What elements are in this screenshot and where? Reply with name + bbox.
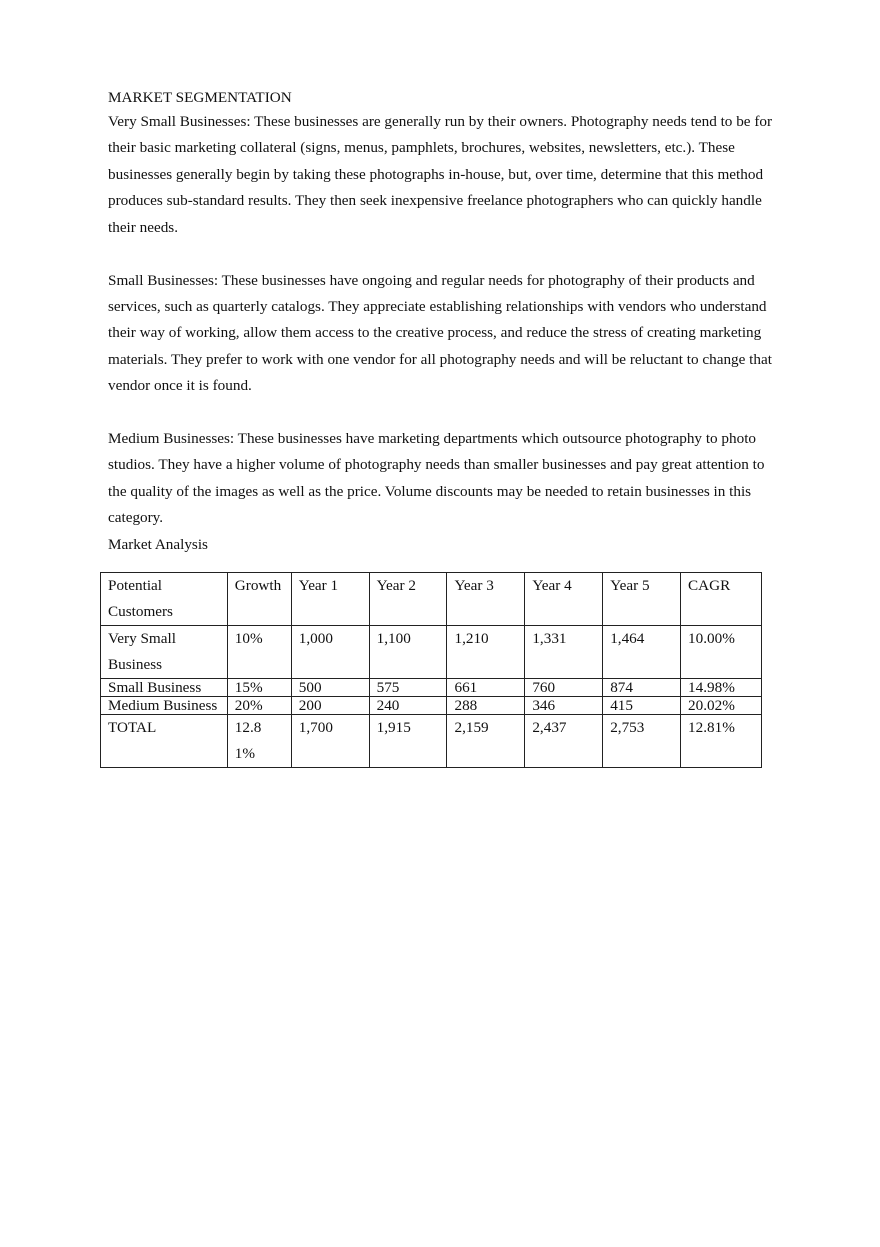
paragraph-medium-businesses: Medium Businesses: These businesses have marketing departments which outsource photography to photo studios. They have a higher volume of photography needs than smaller businesses and pay great attention to the quality of the images as well as the price. Volume discounts may be needed to retain businesses in this category. [108, 430, 765, 527]
paragraph-very-small-businesses: Very Small Businesses: These businesses are generally run by their owners. Photography needs tend to be for their basic marketing collateral (signs, menus, pamphlets, brochures, websites, newsletters, etc.). These businesses generally begin by taking these photographs in-house, but, over time, determine that this method produces sub-standard results. They then seek inexpensive freelance photographers who can quickly handle their needs. [108, 113, 773, 236]
table-cell: 1,915 [369, 715, 447, 768]
table-cell: 1,700 [291, 715, 369, 768]
table-header-row [101, 573, 762, 626]
table-cell: 12.81% [681, 715, 762, 768]
table-title: Market Analysis [108, 535, 208, 553]
table-cell: 760 [525, 679, 603, 697]
table-cell: 1,000 [291, 626, 369, 679]
table-cell: 1,464 [603, 626, 681, 679]
table-cell: 575 [369, 679, 447, 697]
table-cell: Medium Business [101, 697, 228, 715]
table-cell: 240 [369, 697, 447, 715]
table-cell: 2,753 [603, 715, 681, 768]
table-cell: 346 [525, 697, 603, 715]
market-analysis-table [100, 572, 762, 768]
table-cell: 1,210 [447, 626, 525, 679]
table-cell: 1,331 [525, 626, 603, 679]
table-cell: 20% [227, 697, 291, 715]
header-cell: Year 5 [603, 573, 681, 626]
table-cell: 874 [603, 679, 681, 697]
header-cell: CAGR [681, 573, 762, 626]
table-cell [227, 715, 291, 768]
header-cell: Year 2 [369, 573, 447, 626]
table-cell: 2,159 [447, 715, 525, 768]
header-cell: Growth [227, 573, 291, 626]
table-row [101, 626, 762, 679]
header-cell: Year 4 [525, 573, 603, 626]
table-cell: 2,437 [525, 715, 603, 768]
table-cell: 288 [447, 697, 525, 715]
header-cell: Year 3 [447, 573, 525, 626]
table-row [101, 679, 762, 697]
table-cell: 20.02% [681, 697, 762, 715]
table-total-row [101, 715, 762, 768]
table-cell: 10% [227, 626, 291, 679]
table-cell: 10.00% [681, 626, 762, 679]
section-heading: MARKET SEGMENTATION [108, 89, 292, 106]
table-cell: 15% [227, 679, 291, 697]
header-cell: Year 1 [291, 573, 369, 626]
table-cell: 1,100 [369, 626, 447, 679]
table-cell: 661 [447, 679, 525, 697]
table-cell: 200 [291, 697, 369, 715]
total-growth-value: 12.81% [234, 719, 262, 762]
document-body [108, 87, 773, 558]
paragraph-small-businesses: Small Businesses: These businesses have ongoing and regular needs for photography of their products and services, such as quarterly catalogs. They appreciate establishing relationships with vendors who understand their way of working, allow them access to the creative process, and reduce the stress of creating marketing materials. They prefer to work with one vendor for all photography needs and will be reluctant to change that vendor once it is found. [108, 271, 772, 395]
table-cell: 500 [291, 679, 369, 697]
table-cell: Small Business [101, 679, 228, 697]
table-cell: 415 [603, 697, 681, 715]
table-cell: 14.98% [681, 679, 762, 697]
table-cell: Very Small Business [101, 626, 228, 679]
table-cell: TOTAL [101, 715, 228, 768]
table-row [101, 697, 762, 715]
header-cell: Potential Customers [101, 573, 228, 626]
